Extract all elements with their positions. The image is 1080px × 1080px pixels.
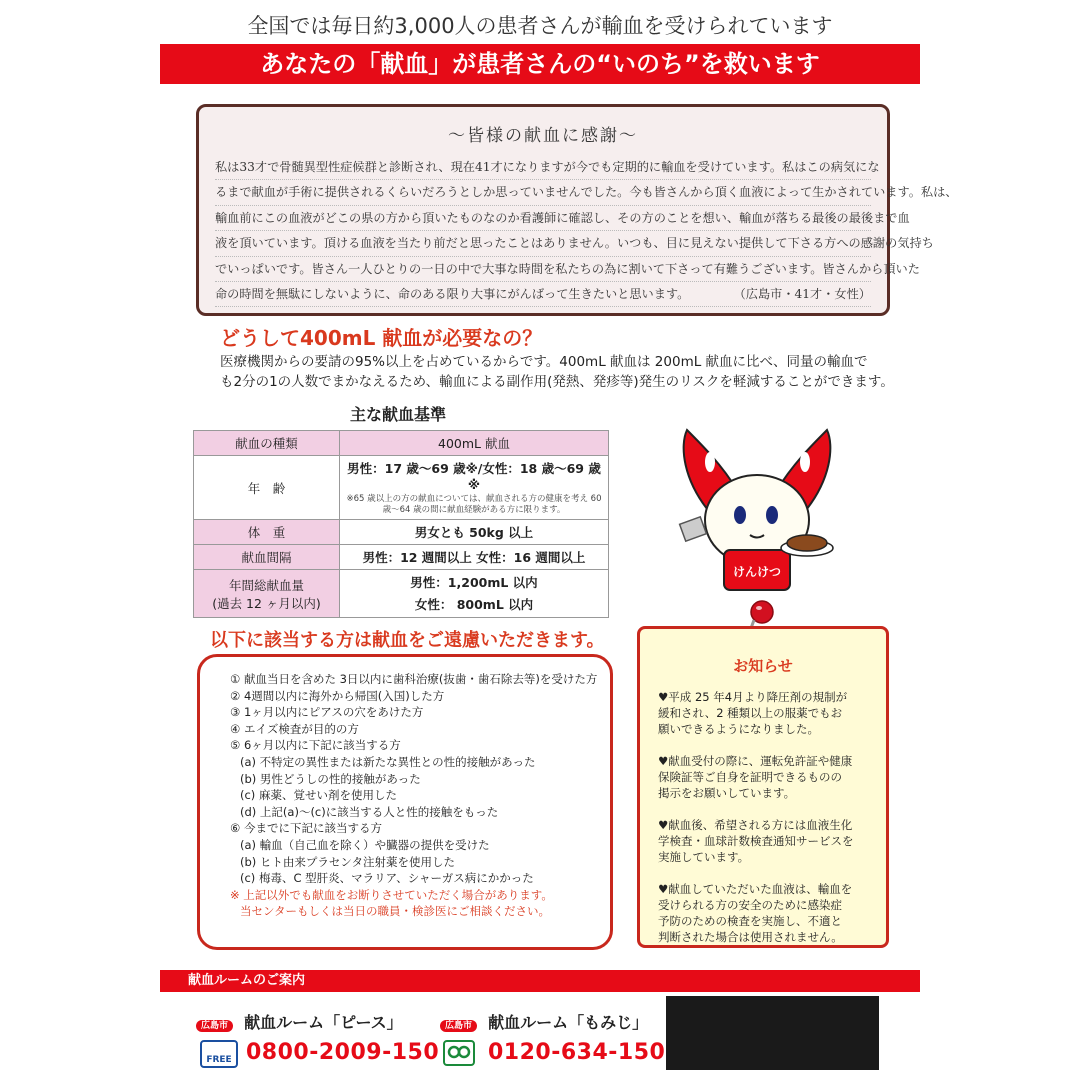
- testimonial-line-last: [215, 282, 871, 307]
- notice-title: お知らせ: [733, 657, 793, 675]
- exclusion-item: ④ エイズ検査が目的の方: [230, 721, 359, 736]
- criteria-row: [194, 431, 609, 456]
- mascot-okonomiyaki: [787, 535, 827, 551]
- notice-line: 予防のための検査を実施し、不適と: [658, 914, 842, 928]
- room-momiji: [440, 1010, 648, 1033]
- why-400ml-body: [220, 352, 894, 392]
- criteria-table: [193, 430, 609, 618]
- exclusion-item: ⑥ 今までに下記に該当する方: [230, 821, 382, 836]
- notice-line: 学検査・血球計数検査通知サービスを: [658, 834, 854, 848]
- city-badge: 広島市: [196, 1020, 233, 1032]
- city-badge: 広島市: [440, 1020, 477, 1032]
- annual-female: 女性： 800mL 以内: [414, 596, 534, 612]
- notice-item: [658, 689, 872, 737]
- top-headline: 全国では毎日約3,000人の患者さんが輸血を受けられています: [247, 14, 833, 38]
- criteria-value: 男性：12 週間以上 女性：16 週間以上: [340, 545, 609, 570]
- notice-line: 実施しています。: [658, 850, 750, 864]
- criteria-label: 献血間隔: [194, 545, 340, 570]
- testimonial-body: [215, 155, 958, 307]
- room-name: 献血ルーム「もみじ」: [488, 1013, 649, 1032]
- notice-line: 願いできるようになりました。: [658, 722, 819, 736]
- testimonial-line: 液を頂いています。頂ける血液を当たり前だと思ったことはありません。いつも、目に見えない提供して下さる方への感謝の気持ち: [215, 231, 871, 256]
- why-400ml-heading: どうして400mL 献血が必要なの？: [220, 326, 543, 350]
- exclusion-item: (a) 輸血（自己血を除く）や臓器の提供を受けた: [240, 837, 490, 852]
- exclusion-item: ③ 1ヶ月以内にピアスの穴をあけた方: [230, 705, 424, 720]
- exclusion-item: ⑤ 6ヶ月以内に下記に該当する方: [230, 738, 401, 753]
- notice-line: 緩和され、2 種類以上の服薬でもお: [658, 706, 843, 720]
- why-400ml-line: も2分の1の人数でまかなえるため、輸血による副作用(発熱、発疹等)発生のリスクを軽減することができます。: [220, 374, 894, 390]
- notice-list: [658, 689, 872, 961]
- criteria-label: 年 齢: [194, 456, 340, 520]
- criteria-label: [194, 570, 340, 618]
- donation-room-guide-bar: 献血ルームのご案内: [160, 970, 920, 992]
- notice-line: ♥献血していただいた血液は、輸血を: [658, 882, 853, 896]
- free-dial-label: FREE: [206, 1055, 232, 1065]
- criteria-age-cell: [340, 456, 609, 520]
- notice-line: 受けられる方の安全のために感染症: [658, 898, 842, 912]
- exclusion-item: ① 献血当日を含めた 3日以内に歯科治療(抜歯・歯石除去等)を受けた方: [230, 672, 598, 686]
- notice-line: 保険証等ご自身を証明できるものの: [658, 770, 842, 784]
- testimonial-box: [196, 104, 958, 316]
- exclusion-item: 当センターもしくは当日の職員・検診医にご相談ください。: [240, 904, 551, 919]
- exclusion-item: (a) 不特定の異性または新たな異性との性的接触があった: [240, 754, 536, 769]
- mascot-apron-text: けんけつ: [732, 565, 782, 579]
- testimonial-title: 〜皆様の献血に感謝〜: [448, 126, 638, 146]
- kenketsu-mascot: [672, 420, 842, 595]
- notice-line: ♥平成 25 年4月より降圧剤の規制が: [658, 690, 848, 704]
- criteria-value: [340, 570, 609, 618]
- testimonial-line: でいっぱいです。皆さん一人ひとりの一日の中で大事な時間を私たちの為に割いて下さって有難うございます。皆さんから頂いた: [215, 257, 871, 282]
- mascot-ear-shine: [705, 452, 715, 472]
- mascot-right-eye: [766, 506, 778, 524]
- notice-line: ♥献血受付の際に、運転免許証や健康: [658, 754, 853, 768]
- annual-sublabel: (過去 12 ヶ月以内): [212, 595, 321, 611]
- free-dial-mark-icon: [443, 1040, 475, 1066]
- exclusion-box: [197, 654, 613, 950]
- notice-box: [637, 626, 889, 948]
- notice-item: [658, 881, 872, 945]
- notice-line: ♥献血後、希望される方には血液生化: [658, 818, 853, 832]
- exclusion-item: (b) 男性どうしの性的接触があった: [240, 771, 421, 786]
- exclusion-item: (c) 麻薬、覚せい剤を使用した: [240, 788, 397, 803]
- exclusion-item: ② 4週間以内に海外から帰国(入国)した方: [230, 688, 445, 703]
- criteria-label: 献血の種類: [194, 431, 340, 456]
- exclusion-item: (c) 梅毒、C 型肝炎、マラリア、シャーガス病にかかった: [240, 871, 534, 886]
- exclusion-item: (b) ヒト由来プラセンタ注射薬を使用した: [240, 854, 455, 869]
- phone-momiji-link[interactable]: 0120-634-150: [488, 1040, 666, 1065]
- criteria-value: 400mL 献血: [340, 431, 609, 456]
- criteria-title: 主な献血基準: [350, 405, 447, 424]
- criteria-value: 男性：17 歳〜69 歳※/女性：18 歳〜69 歳※: [347, 461, 601, 492]
- redacted-area: [666, 996, 879, 1070]
- room-peace: [196, 1010, 403, 1033]
- exclusion-list: [230, 671, 597, 920]
- exclusion-item: (d) 上記(a)〜(c)に該当する人と性的接触をもった: [240, 804, 499, 819]
- notice-item: [658, 753, 872, 801]
- room-name: 献血ルーム「ピース」: [244, 1013, 403, 1032]
- mascot-ear-shine: [800, 452, 810, 472]
- testimonial-line: 命の時間を無駄にしないように、命のある限り大事にがんばって生きたいと思います。: [215, 287, 690, 302]
- exclusion-title: 以下に該当する方は献血をご遠慮いただきます。: [210, 630, 605, 651]
- testimonial-line: 輸血前にこの血液がどこの県の方から頂いたものなのか看護師に確認し、その方のことを想い、輸血が落ちる最後の最後まで血: [215, 206, 871, 231]
- mascot-spatula: [680, 517, 707, 541]
- main-banner: あなたの「献血」が患者さんの“いのち”を救います: [160, 44, 920, 84]
- criteria-row: [194, 520, 609, 545]
- free-dial-icon: [200, 1040, 238, 1068]
- criteria-row: [194, 545, 609, 570]
- notice-item: [658, 817, 872, 865]
- criteria-value: 男女とも 50kg 以上: [340, 520, 609, 545]
- exclusion-item: ※ 上記以外でも献血をお断りさせていただく場合があります。: [230, 887, 553, 902]
- annual-label: 年間総献血量: [228, 577, 304, 593]
- criteria-label: 体 重: [194, 520, 340, 545]
- testimonial-signature: （広島市・41才・女性）: [733, 287, 871, 302]
- criteria-age-note: ※65 歳以上の方の献血については、献血される方の健康を考え 60 歳〜64 歳の間に献血経験がある方に限ります。: [346, 494, 602, 515]
- criteria-row: [194, 456, 609, 520]
- why-400ml-line: 医療機関からの要請の95%以上を占めているからです。400mL 献血は 200mL 献血に比べ、同量の輸血で: [220, 354, 868, 370]
- criteria-row: [194, 570, 609, 618]
- testimonial-line: 私は33才で骨髄異型性症候群と診断され、現在41才になりますが今でも定期的に輸血を受けています。私はこの病気にな: [215, 155, 871, 180]
- mascot-left-eye: [734, 506, 746, 524]
- annual-male: 男性：1,200mL 以内: [410, 574, 538, 590]
- notice-line: 掲示をお願いしています。: [658, 786, 796, 800]
- notice-line: 判断された場合は使用されません。: [658, 930, 843, 944]
- testimonial-line: るまで献血が手術に提供されるくらいだろうとしか思っていませんでした。今も皆さんから頂く血液によって生かされています。私は、: [215, 180, 871, 205]
- phone-peace-link[interactable]: 0800-2009-150: [246, 1040, 440, 1065]
